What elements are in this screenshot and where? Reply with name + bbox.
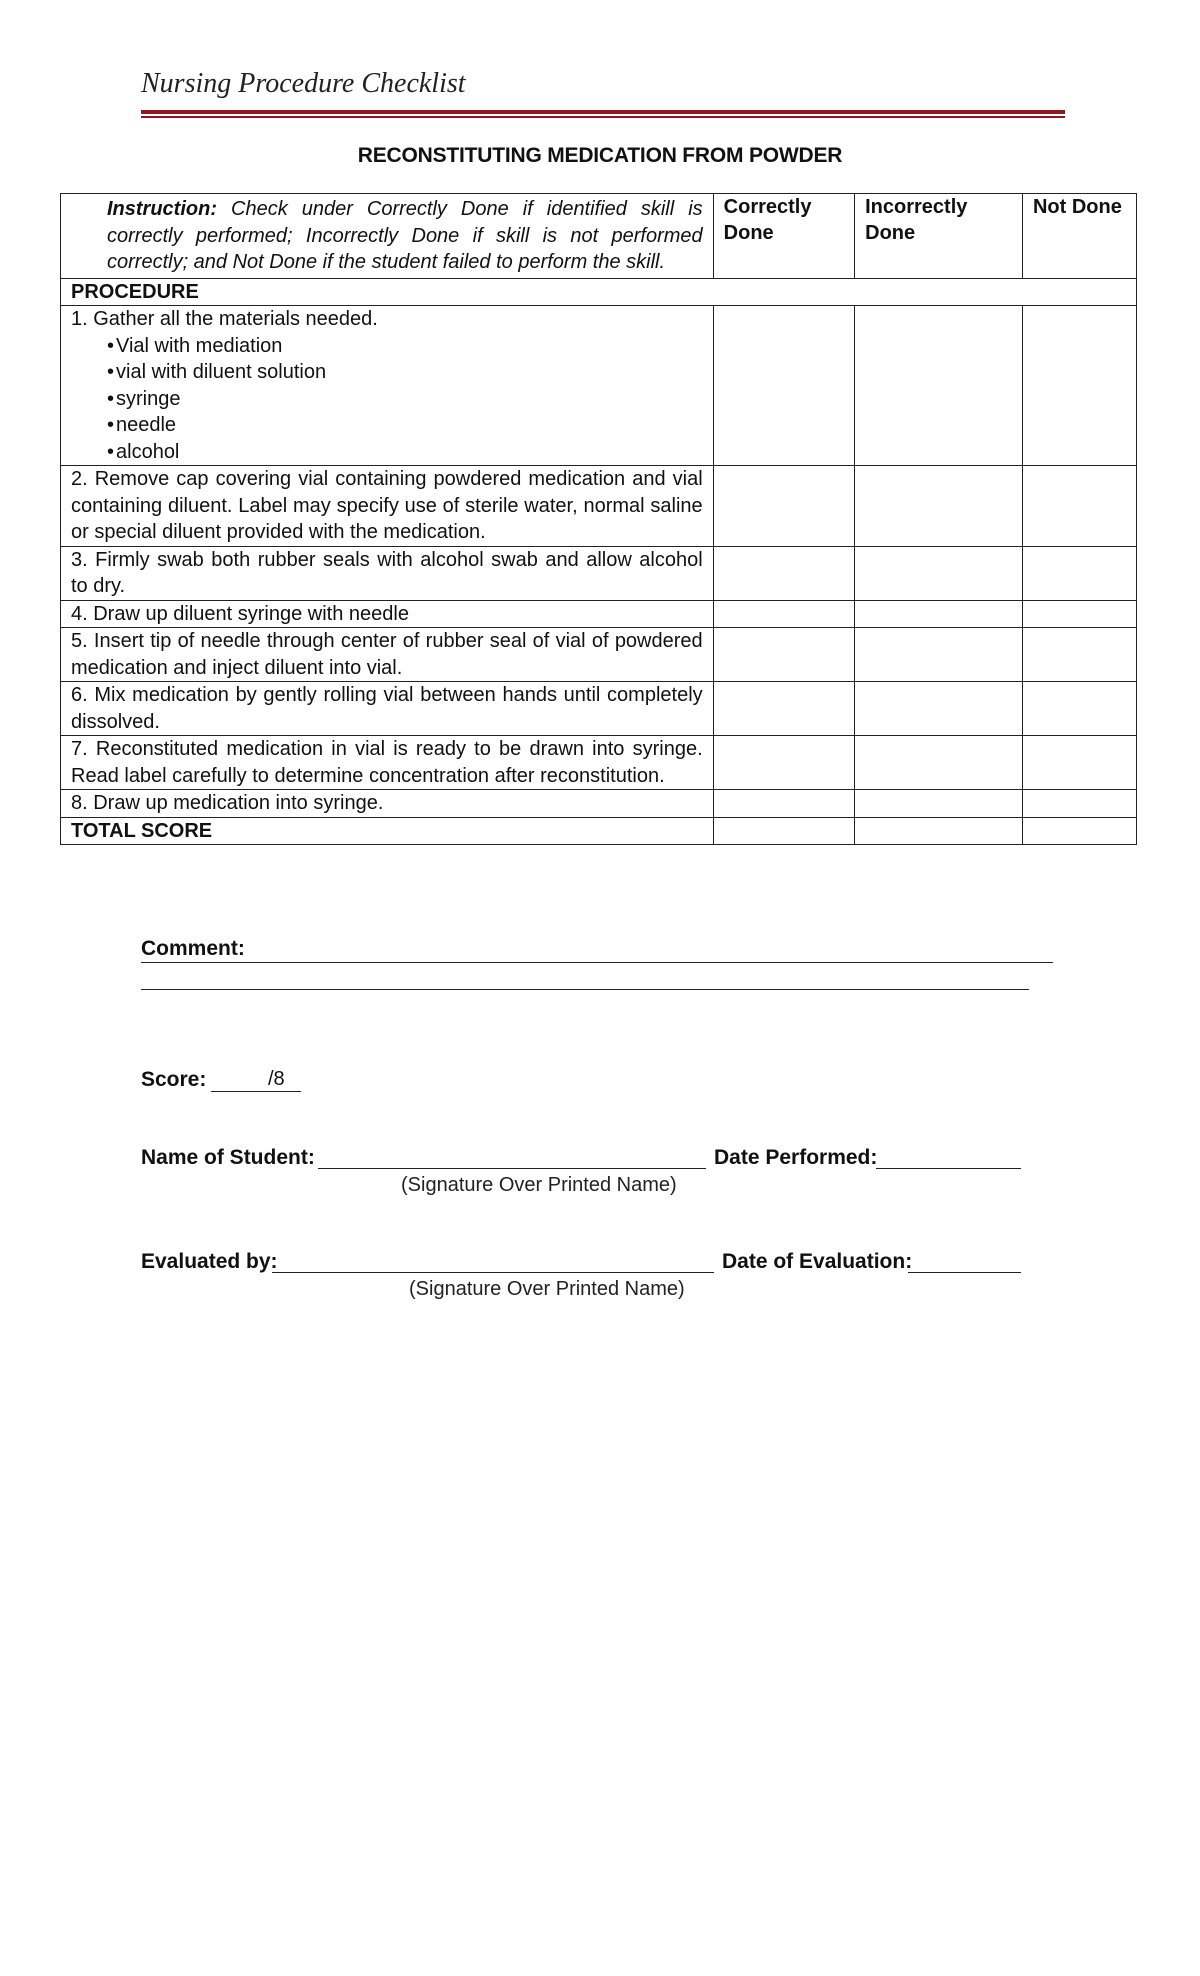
correctly-done-checkbox-cell[interactable] <box>713 546 854 600</box>
step-text: 7. Reconstituted medication in vial is ready to be drawn into syringe. Read label carefully to determine concentration after reconstitution. <box>61 736 714 790</box>
incorrectly-done-checkbox-cell[interactable] <box>855 628 1023 682</box>
step-cell <box>61 306 714 466</box>
step-text: 3. Firmly swab both rubber seals with alcohol swab and allow alcohol to dry. <box>61 546 714 600</box>
comment-label: Comment: <box>141 937 245 960</box>
column-header-correctly-done: Correctly Done <box>713 194 854 279</box>
correctly-done-checkbox-cell[interactable] <box>713 628 854 682</box>
comment-line-2[interactable] <box>141 989 1029 990</box>
not-done-checkbox-cell[interactable] <box>1022 628 1136 682</box>
table-header-row <box>61 194 1137 279</box>
total-not-done-cell[interactable] <box>1022 817 1136 845</box>
score-label: Score: <box>141 1068 207 1091</box>
not-done-checkbox-cell[interactable] <box>1022 306 1136 466</box>
date-performed-field[interactable] <box>876 1168 1021 1169</box>
table-row <box>61 600 1137 628</box>
total-score-label: TOTAL SCORE <box>61 817 714 845</box>
table-row <box>61 628 1137 682</box>
step-text: 1. Gather all the materials needed. <box>71 308 378 330</box>
step-text: 4. Draw up diluent syringe with needle <box>61 600 714 628</box>
table-row <box>61 790 1137 818</box>
correctly-done-checkbox-cell[interactable] <box>713 466 854 547</box>
not-done-checkbox-cell[interactable] <box>1022 600 1136 628</box>
not-done-checkbox-cell[interactable] <box>1022 790 1136 818</box>
list-item: • Vial with mediation <box>71 333 703 360</box>
date-performed-label: Date Performed: <box>714 1146 878 1169</box>
evaluated-by-field[interactable] <box>272 1272 714 1273</box>
incorrectly-done-checkbox-cell[interactable] <box>855 736 1023 790</box>
total-incorrectly-done-cell[interactable] <box>855 817 1023 845</box>
date-of-evaluation-label: Date of Evaluation: <box>722 1250 913 1273</box>
bullet-icon: • <box>107 361 115 383</box>
page-header-title: Nursing Procedure Checklist <box>141 68 466 99</box>
correctly-done-checkbox-cell[interactable] <box>713 790 854 818</box>
table-row <box>61 306 1137 466</box>
table-row <box>61 736 1137 790</box>
student-name-field[interactable] <box>318 1168 706 1169</box>
score-total: /8 <box>268 1068 285 1090</box>
instruction-body: Check under Correctly Done if identified skill is correctly performed; Incorrectly Done if skill is not performed correctly; and Not Done if the student failed to perform the skill. <box>107 198 703 273</box>
correctly-done-checkbox-cell[interactable] <box>713 600 854 628</box>
evaluated-by-label: Evaluated by: <box>141 1250 278 1273</box>
bullet-icon: • <box>107 387 115 410</box>
list-item: • alcohol <box>71 439 703 466</box>
incorrectly-done-checkbox-cell[interactable] <box>855 306 1023 466</box>
incorrectly-done-checkbox-cell[interactable] <box>855 466 1023 547</box>
section-row <box>61 278 1137 306</box>
step-text: 8. Draw up medication into syringe. <box>61 790 714 818</box>
comment-line-1[interactable] <box>141 962 1053 963</box>
procedure-checklist-table <box>60 193 1137 845</box>
instruction-text <box>71 194 703 278</box>
instruction-label: Instruction: <box>107 198 217 220</box>
signature-hint-student: (Signature Over Printed Name) <box>401 1174 677 1196</box>
column-header-incorrectly-done: Incorrectly Done <box>855 194 1023 279</box>
correctly-done-checkbox-cell[interactable] <box>713 306 854 466</box>
incorrectly-done-checkbox-cell[interactable] <box>855 600 1023 628</box>
total-score-row <box>61 817 1137 845</box>
student-name-label: Name of Student: <box>141 1146 315 1169</box>
step-text: 5. Insert tip of needle through center of rubber seal of vial of powdered medication and inject diluent into vial. <box>61 628 714 682</box>
table-row <box>61 682 1137 736</box>
score-field[interactable] <box>211 1091 301 1092</box>
signature-hint-evaluator: (Signature Over Printed Name) <box>409 1278 685 1300</box>
not-done-checkbox-cell[interactable] <box>1022 546 1136 600</box>
not-done-checkbox-cell[interactable] <box>1022 466 1136 547</box>
date-of-evaluation-field[interactable] <box>908 1272 1021 1273</box>
incorrectly-done-checkbox-cell[interactable] <box>855 546 1023 600</box>
bullet-icon: • <box>107 334 115 357</box>
correctly-done-checkbox-cell[interactable] <box>713 736 854 790</box>
list-item: • syringe <box>71 386 703 413</box>
instruction-cell <box>61 194 714 279</box>
document-title: RECONSTITUTING MEDICATION FROM POWDER <box>357 144 843 167</box>
correctly-done-checkbox-cell[interactable] <box>713 682 854 736</box>
not-done-checkbox-cell[interactable] <box>1022 736 1136 790</box>
table-row <box>61 466 1137 547</box>
step-text: 2. Remove cap covering vial containing powdered medication and vial containing diluent. Label may specify use of sterile water, normal saline or special diluent provided with the medication. <box>61 466 714 547</box>
table-row <box>61 546 1137 600</box>
section-label-procedure: PROCEDURE <box>61 278 1137 306</box>
incorrectly-done-checkbox-cell[interactable] <box>855 682 1023 736</box>
list-item: • vial with diluent solution <box>71 359 703 386</box>
header-divider <box>141 110 1065 118</box>
materials-list <box>71 333 703 466</box>
total-correctly-done-cell[interactable] <box>713 817 854 845</box>
incorrectly-done-checkbox-cell[interactable] <box>855 790 1023 818</box>
column-header-not-done: Not Done <box>1022 194 1136 279</box>
list-item: • needle <box>71 412 703 439</box>
step-text: 6. Mix medication by gently rolling vial between hands until completely dissolved. <box>61 682 714 736</box>
bullet-icon: • <box>107 414 115 436</box>
not-done-checkbox-cell[interactable] <box>1022 682 1136 736</box>
bullet-icon: • <box>107 440 115 463</box>
